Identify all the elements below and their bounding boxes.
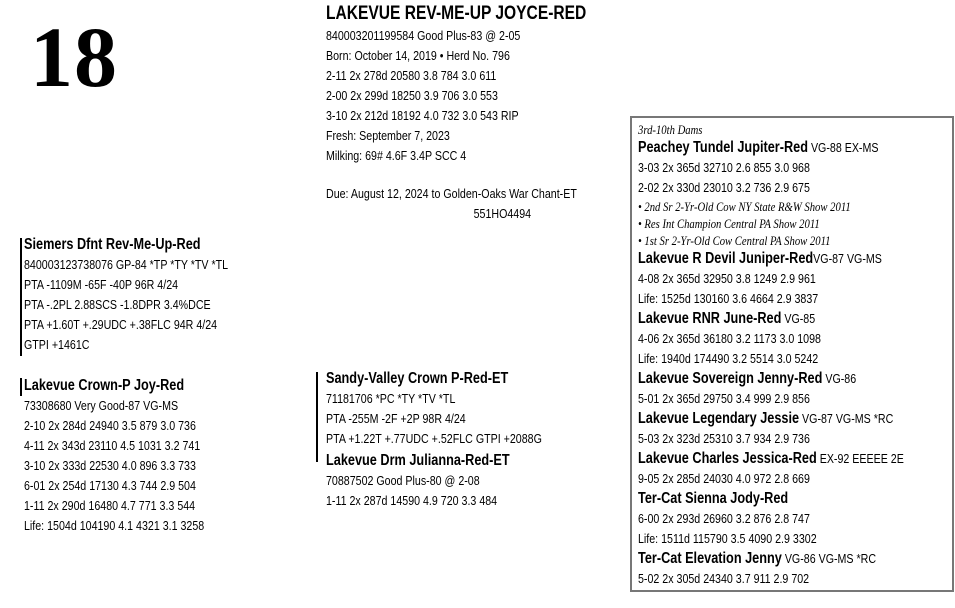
sire-line: GTPI +1461C xyxy=(24,337,90,352)
dam-entry-record: 5-02 2x 305d 24340 3.7 911 2.9 702 xyxy=(638,571,810,586)
main-due-reg: 551HO4494 xyxy=(473,206,532,221)
dam-entry-suffix: VG-85 xyxy=(781,311,816,326)
dam-entry-record: 4-06 2x 365d 36180 3.2 1173 3.0 1098 xyxy=(638,331,821,346)
sires-dam-block xyxy=(326,451,510,511)
main-due-line: Due: August 12, 2024 to Golden-Oaks War Chant-ET xyxy=(326,186,577,201)
dam-entry xyxy=(638,549,904,569)
dam-entry-name: Lakevue RNR June-Red xyxy=(638,310,782,327)
sire-bracket xyxy=(20,238,22,356)
dam-entry-name: Lakevue R Devil Juniper-Red xyxy=(638,250,814,267)
main-born-line: Born: October 14, 2019 • Herd No. 796 xyxy=(326,48,510,63)
dam-entry xyxy=(638,138,904,158)
main-animal xyxy=(326,2,586,224)
sires-dam-line: 1-11 2x 287d 14590 4.9 720 3.3 484 xyxy=(326,493,498,508)
dam-entry xyxy=(638,449,904,469)
sires-sire-name: Sandy-Valley Crown P-Red-ET xyxy=(326,370,509,387)
dam-name: Lakevue Crown-P Joy-Red xyxy=(24,377,185,394)
dam-entry-record: Life: 1511d 115790 3.5 4090 2.9 3302 xyxy=(638,531,817,546)
dam-line: 1-11 2x 290d 16480 4.7 771 3.3 544 xyxy=(24,498,196,513)
dam-entry-record: 2-02 2x 330d 23010 3.2 736 2.9 675 xyxy=(638,180,810,195)
main-animal-name: LAKEVUE REV-ME-UP JOYCE-RED xyxy=(326,3,587,24)
dam-bracket xyxy=(20,378,22,396)
dam-block xyxy=(24,376,204,536)
dam-entry-record: Life: 1940d 174490 3.2 5514 3.0 5242 xyxy=(638,351,819,366)
dam-entry-name: Lakevue Charles Jessica-Red xyxy=(638,450,817,467)
sire-block xyxy=(24,235,228,355)
main-record: 2-11 2x 278d 20580 3.8 784 3.0 611 xyxy=(326,68,497,83)
dam-entry-note: • 1st Sr 2-Yr-Old Cow Central PA Show 2011 xyxy=(638,233,831,248)
sires-sire-line: PTA -255M -2F +2P 98R 4/24 xyxy=(326,411,466,426)
sire-name: Siemers Dfnt Rev-Me-Up-Red xyxy=(24,236,201,253)
sires-sire-block xyxy=(326,369,542,449)
dam-entry-name: Lakevue Sovereign Jenny-Red xyxy=(638,370,823,387)
dam-entry-record: 4-08 2x 365d 32950 3.8 1249 2.9 961 xyxy=(638,271,816,286)
sires-sire-line: PTA +1.22T +.77UDC +.52FLC GTPI +2088G xyxy=(326,431,542,446)
dams-box-heading: 3rd-10th Dams xyxy=(638,122,703,137)
dam-entry xyxy=(638,369,904,389)
dam-entry-record: 5-01 2x 365d 29750 3.4 999 2.9 856 xyxy=(638,391,810,406)
dam-entry-name: Ter-Cat Sienna Jody-Red xyxy=(638,490,789,507)
sires-dam-line: 70887502 Good Plus-80 @ 2-08 xyxy=(326,473,480,488)
sires-sire-line: 71181706 *PC *TY *TV *TL xyxy=(326,391,456,406)
dam-line: 2-10 2x 284d 24940 3.5 879 3.0 736 xyxy=(24,418,196,433)
sire-line: PTA -.2PL 2.88SCS -1.8DPR 3.4%DCE xyxy=(24,297,211,312)
sire-line: PTA +1.60T +.29UDC +.38FLC 94R 4/24 xyxy=(24,317,218,332)
dam-entry-record: Life: 1525d 130160 3.6 4664 2.9 3837 xyxy=(638,291,819,306)
dam-entry xyxy=(638,409,904,429)
dam-entry-name: Ter-Cat Elevation Jenny xyxy=(638,550,782,567)
dam-entry-record: 9-05 2x 285d 24030 4.0 972 2.8 669 xyxy=(638,471,810,486)
dam-entry-record: 3-03 2x 365d 32710 2.6 855 3.0 968 xyxy=(638,160,810,175)
dam-entry-suffix: VG-87 VG-MS xyxy=(813,251,882,266)
dam-line: 3-10 2x 333d 22530 4.0 896 3.3 733 xyxy=(24,458,196,473)
main-record: 2-00 2x 299d 18250 3.9 706 3.0 553 xyxy=(326,88,498,103)
dam-entry-suffix: VG-86 xyxy=(822,371,857,386)
dam-entry-record: 5-03 2x 323d 25310 3.7 934 2.9 736 xyxy=(638,431,810,446)
sires-dam-name: Lakevue Drm Julianna-Red-ET xyxy=(326,452,510,469)
dam-line: 6-01 2x 254d 17130 4.3 744 2.9 504 xyxy=(24,478,196,493)
lot-number: 18 xyxy=(30,9,118,105)
dam-entry-note: • 2nd Sr 2-Yr-Old Cow NY State R&W Show 2011 xyxy=(638,199,851,214)
dam-entry xyxy=(638,249,904,269)
sire-line: 840003123738076 GP-84 *TP *TY *TV *TL xyxy=(24,257,229,272)
dam-entry xyxy=(638,309,904,329)
main-id-line: 840003201199584 Good Plus-83 @ 2-05 xyxy=(326,28,521,43)
dam-entry-suffix: VG-87 VG-MS *RC xyxy=(799,411,894,426)
dam-entry xyxy=(638,489,904,509)
dam-entry-suffix: VG-86 VG-MS *RC xyxy=(781,551,877,566)
dam-line: 4-11 2x 343d 23110 4.5 1031 3.2 741 xyxy=(24,438,201,453)
dam-entry-suffix: EX-92 EEEEE 2E xyxy=(816,451,904,466)
dam-entry-name: Lakevue Legendary Jessie xyxy=(638,410,800,427)
sires-sire-bracket xyxy=(316,372,318,462)
dam-line: 73308680 Very Good-87 VG-MS xyxy=(24,398,179,413)
main-record: 3-10 2x 212d 18192 4.0 732 3.0 543 RIP xyxy=(326,108,519,123)
sire-line: PTA -1109M -65F -40P 96R 4/24 xyxy=(24,277,179,292)
dam-entry-note: • Res Int Champion Central PA Show 2011 xyxy=(638,216,820,231)
dam-entry-record: 6-00 2x 293d 26960 3.2 876 2.8 747 xyxy=(638,511,810,526)
dam-entry-suffix: VG-88 EX-MS xyxy=(807,140,879,155)
dams-box xyxy=(638,121,904,589)
dam-entry-name: Peachey Tundel Jupiter-Red xyxy=(638,139,808,156)
main-milking-line: Milking: 69# 4.6F 3.4P SCC 4 xyxy=(326,148,467,163)
main-fresh-line: Fresh: September 7, 2023 xyxy=(326,128,450,143)
dam-line: Life: 1504d 104190 4.1 4321 3.1 3258 xyxy=(24,518,205,533)
